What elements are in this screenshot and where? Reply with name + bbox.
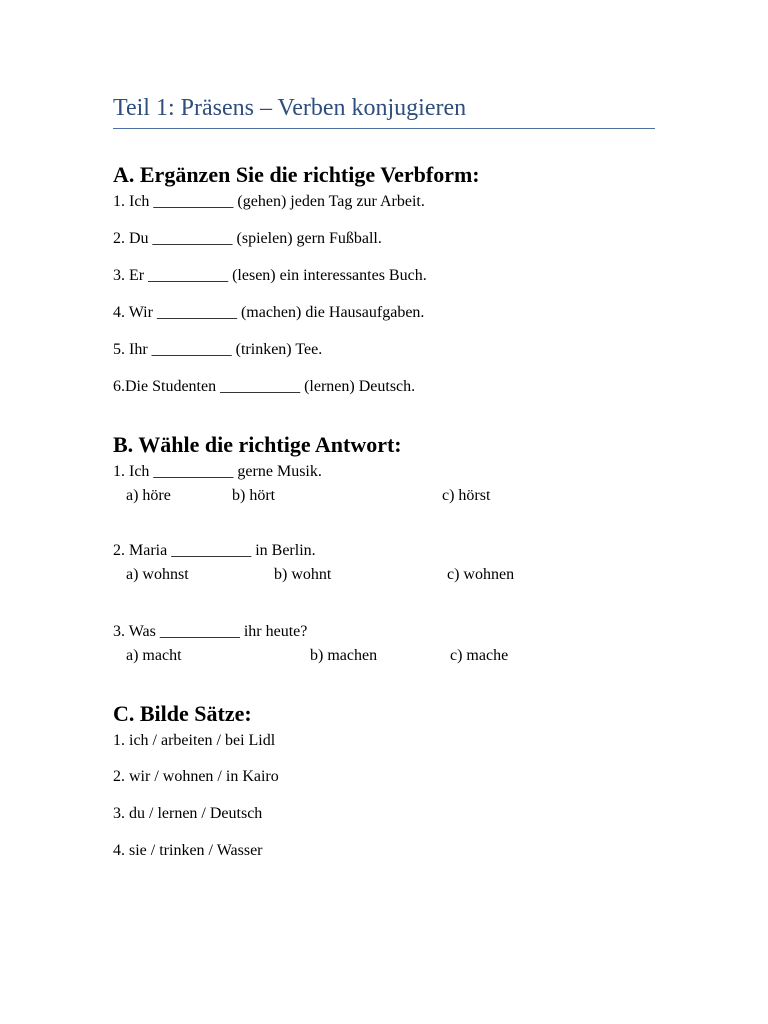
question-2-option-a: a) wohnst [126,566,189,583]
question-1-text: 1. Ich __________ gerne Musik. [113,463,322,480]
exercise-a-item-6: 6.Die Studenten __________ (lernen) Deutsch. [113,378,416,395]
sentence-item-1: 1. ich / arbeiten / bei Lidl [113,732,276,749]
exercise-a-item-5: 5. Ihr __________ (trinken) Tee. [113,341,323,358]
exercise-a-item-3: 3. Er __________ (lesen) ein interessantes Buch. [113,267,427,284]
question-3-text: 3. Was __________ ihr heute? [113,623,308,640]
question-1-option-a: a) höre [126,487,171,504]
question-2-text: 2. Maria __________ in Berlin. [113,542,316,559]
question-3-option-c: c) mache [450,647,509,664]
exercise-a-item-1: 1. Ich __________ (gehen) jeden Tag zur Arbeit. [113,193,425,210]
exercise-a-item-2: 2. Du __________ (spielen) gern Fußball. [113,230,382,247]
section-b-heading: B. Wähle die richtige Antwort: [113,432,402,457]
question-3-option-b: b) machen [310,647,378,664]
question-3-option-a: a) macht [126,647,182,664]
sentence-item-3: 3. du / lernen / Deutsch [113,805,263,822]
sentence-item-4: 4. sie / trinken / Wasser [113,842,263,859]
question-1-option-c: c) hörst [442,487,491,504]
question-2-option-b: b) wohnt [274,566,332,583]
question-1-option-b: b) hört [232,487,276,504]
exercise-a-item-4: 4. Wir __________ (machen) die Hausaufgaben. [113,304,425,321]
section-c-heading: C. Bilde Sätze: [113,701,252,726]
question-2-option-c: c) wohnen [447,566,515,583]
page-title: Teil 1: Präsens – Verben konjugieren [113,95,467,121]
title-underline [113,128,655,129]
section-a-heading: A. Ergänzen Sie die richtige Verbform: [113,162,480,187]
sentence-item-2: 2. wir / wohnen / in Kairo [113,768,279,785]
